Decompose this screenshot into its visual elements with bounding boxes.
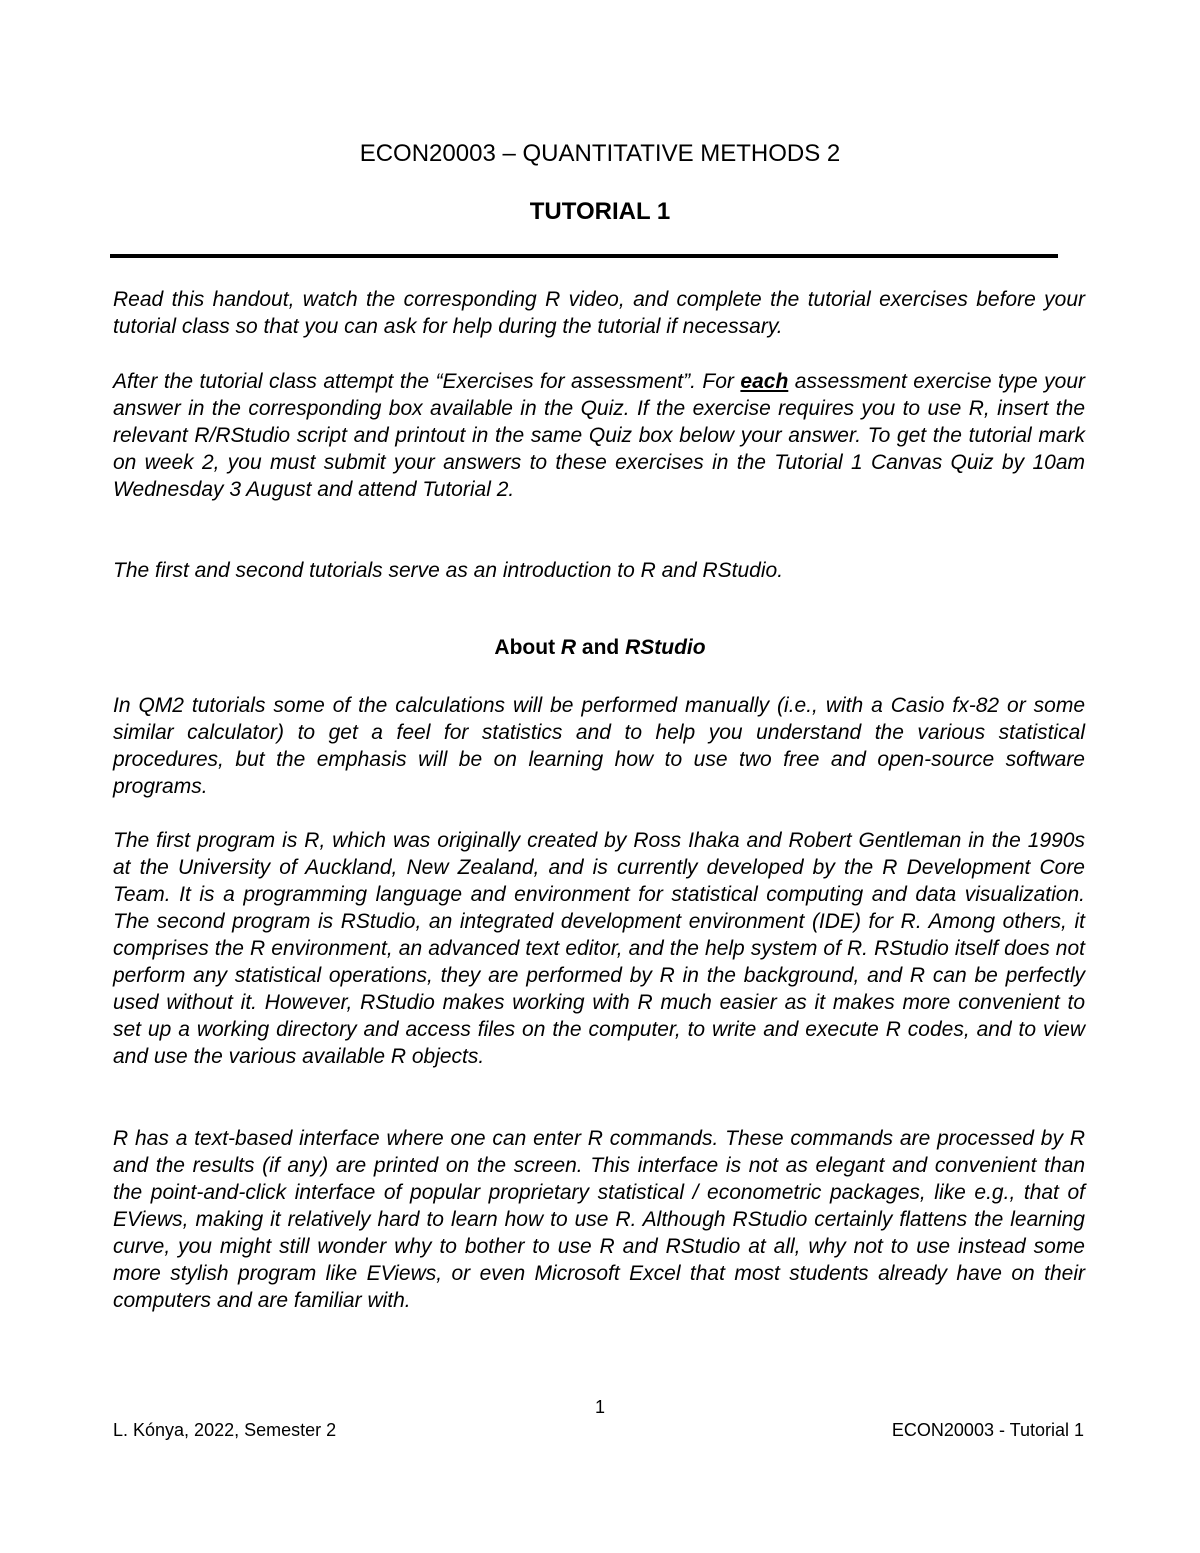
intro-paragraph-2 — [113, 368, 1085, 503]
emphasis-each: each — [740, 370, 789, 393]
section-paragraph-2: The first program is R, which was originally created by Ross Ihaka and Robert Gentleman in the 1990s at the University of Auckland, New Zealand, and is currently developed by the R Development Core Team. It is a programming language and environment for statistical computing and data visualization. The second program is RStudio, an integrated development environment (IDE) for R. Among others, it comprises the R environment, an advanced text editor, and the help system of R. RStudio itself does not perform any statistical operations, they are performed by R in the background, and R can be perfectly used without it. However, RStudio makes working with R much easier as it makes more convenient to set up a working directory and access files on the computer, to write and execute R codes, and to view and use the various available R objects. — [113, 829, 1085, 1068]
tutorial-title: TUTORIAL 1 — [529, 198, 671, 225]
intro-paragraph-3: The first and second tutorials serve as an introduction to R and RStudio. — [113, 559, 784, 582]
section-heading-rstudio: RStudio — [625, 636, 706, 659]
header-divider — [110, 254, 1058, 258]
footer-author: L. Kónya, 2022, Semester 2 — [113, 1420, 337, 1440]
page-number: 1 — [594, 1397, 605, 1417]
section-paragraph-1: In QM2 tutorials some of the calculations will be performed manually (i.e., with a Casio fx-82 or some similar calculator) to get a feel for statistics and to help you understand the various statistical procedures, but the emphasis will be on learning how to use two free and open-source software programs. — [113, 694, 1085, 798]
intro-paragraph-2-end: assessment exercise type your answer in the corresponding box available in the Quiz. If the exercise requires you to use R, insert the relevant R/RStudio script and printout in the same Quiz box below your answer. To get the tutorial mark on week 2, you must submit your answers to these exercises in the Tutorial 1 Canvas Quiz by 10am Wednesday 3 August and attend Tutorial 2. — [113, 370, 1086, 501]
section-heading-r: R — [560, 636, 577, 659]
intro-paragraph-1: Read this handout, watch the corresponding R video, and complete the tutorial exercises before your tutorial class so that you can ask for help during the tutorial if necessary. — [113, 288, 1085, 338]
section-heading-about: About — [494, 636, 561, 659]
section-heading — [0, 636, 1200, 660]
course-title: ECON20003 – QUANTITATIVE METHODS 2 — [359, 140, 841, 167]
section-paragraph-3: R has a text-based interface where one can enter R commands. These commands are processed by R and the results (if any) are printed on the screen. This interface is not as elegant and convenient than the point-and-click interface of popular proprietary statistical / econometric packages, like e.g., that of EViews, making it relatively hard to learn how to use R. Although RStudio certainly flattens the learning curve, you might still wonder why to bother to use R and RStudio at all, why not to use instead some more stylish program like EViews, or even Microsoft Excel that most students already have on their computers and are familiar with. — [113, 1127, 1085, 1312]
footer-course: ECON20003 - Tutorial 1 — [891, 1420, 1084, 1440]
intro-paragraph-2-start: After the tutorial class attempt the “Exercises for assessment”. For — [113, 370, 741, 393]
section-heading-and: and — [576, 636, 626, 659]
